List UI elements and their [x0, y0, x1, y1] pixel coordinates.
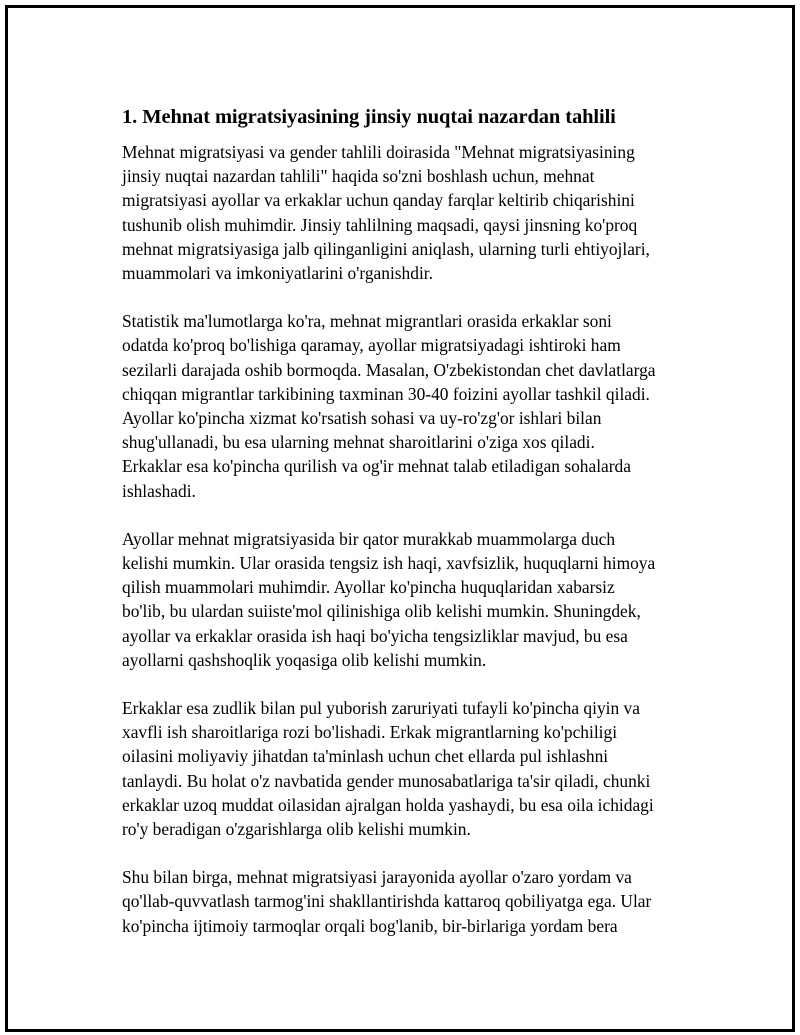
text-line: migratsiyasi ayollar va erkaklar uchun qanday farqlar keltirib chiqarishini: [122, 190, 635, 211]
text-line: ro'y beradigan o'zgarishlarga olib kelishi mumkin.: [122, 819, 471, 840]
text-line: bo'lib, bu ulardan suiiste'mol qilinishiga olib kelishi mumkin. Shuningdek,: [122, 601, 641, 622]
paragraph-3: [122, 527, 702, 672]
text-line: ishlashadi.: [122, 480, 196, 501]
page-frame: [5, 5, 795, 1032]
text-line: xavfli ish sharoitlariga rozi bo'lishadi. Erkak migrantlarning ko'pchiligi: [122, 722, 618, 743]
text-line: shug'ullanadi, bu esa ularning mehnat sharoitlarini o'ziga xos qiladi.: [122, 432, 595, 453]
text-line: Mehnat migratsiyasi va gender tahlili doirasida "Mehnat migratsiyasining: [122, 142, 635, 162]
text-line: tushunib olish muhimdir. Jinsiy tahlilning maqsadi, qaysi jinsning ko'proq: [122, 214, 638, 235]
text-line: qilish muammolari muhimdir. Ayollar ko'pincha huquqlaridan xabarsiz: [122, 577, 615, 598]
text-line: sezilarli darajada oshib bormoqda. Masalan, O'zbekistondan chet davlatlarga: [122, 359, 656, 380]
text-line: kelishi mumkin. Ular orasida tengsiz ish haqi, xavfsizlik, huquqlarni himoya: [122, 553, 656, 574]
text-line: ko'pincha ijtimoiy tarmoqlar orqali bog'lanib, bir-birlariga yordam bera: [122, 915, 618, 936]
text-line: odatda ko'proq bo'lishiga qaramay, ayollar migratsiyadagi ishtiroki ham: [122, 335, 621, 356]
text-line: Erkaklar esa ko'pincha qurilish va og'ir mehnat talab etiladigan sohalarda: [122, 456, 631, 477]
paragraph-5: [122, 865, 702, 938]
text-line: erkaklar uzoq muddat oilasidan ajralgan holda yashaydi, bu esa oila ichidagi: [122, 794, 654, 815]
text-line: jinsiy nuqtai nazardan tahlili" haqida so'zni boshlash uchun, mehnat: [122, 166, 595, 187]
text-line: qo'llab-quvvatlash tarmog'ini shakllantirishda kattaroq qobiliyatga ega. Ular: [122, 891, 652, 912]
text-line: oilasini moliyaviy jihatdan ta'minlash uchun chet ellarda pul ishlashni: [122, 746, 609, 767]
text-line: muammolari va imkoniyatlarini o'rganishdir.: [122, 263, 433, 284]
section-heading: 1. Mehnat migratsiyasining jinsiy nuqtai nazardan tahlili: [122, 106, 616, 128]
document-body: [122, 104, 702, 962]
text-line: Ayollar mehnat migratsiyasida bir qator murakkab muammolarga duch: [122, 528, 616, 549]
text-line: Erkaklar esa zudlik bilan pul yuborish zaruriyati tufayli ko'pincha qiyin va: [122, 698, 640, 719]
paragraph-1: [122, 140, 702, 285]
paragraph-2: [122, 309, 702, 503]
text-line: tanlaydi. Bu holat o'z navbatida gender munosabatlariga ta'sir qiladi, chunki: [122, 770, 651, 791]
text-line: chiqqan migrantlar tarkibining taxminan 30-40 foizini ayollar tashkil qiladi.: [122, 383, 650, 404]
text-line: mehnat migratsiyasiga jalb qilinganligini aniqlash, ularning turli ehtiyojlari,: [122, 238, 650, 259]
text-line: ayollar va erkaklar orasida ish haqi bo'yicha tengsizliklar mavjud, bu esa: [122, 625, 628, 646]
text-line: ayollarni qashshoqlik yoqasiga olib kelishi mumkin.: [122, 649, 487, 670]
text-line: Shu bilan birga, mehnat migratsiyasi jarayonida ayollar o'zaro yordam va: [122, 867, 632, 888]
text-line: Statistik ma'lumotlarga ko'ra, mehnat migrantlari orasida erkaklar soni: [122, 311, 612, 332]
text-line: Ayollar ko'pincha xizmat ko'rsatish sohasi va uy-ro'zg'or ishlari bilan: [122, 408, 602, 429]
paragraph-4: [122, 696, 702, 841]
